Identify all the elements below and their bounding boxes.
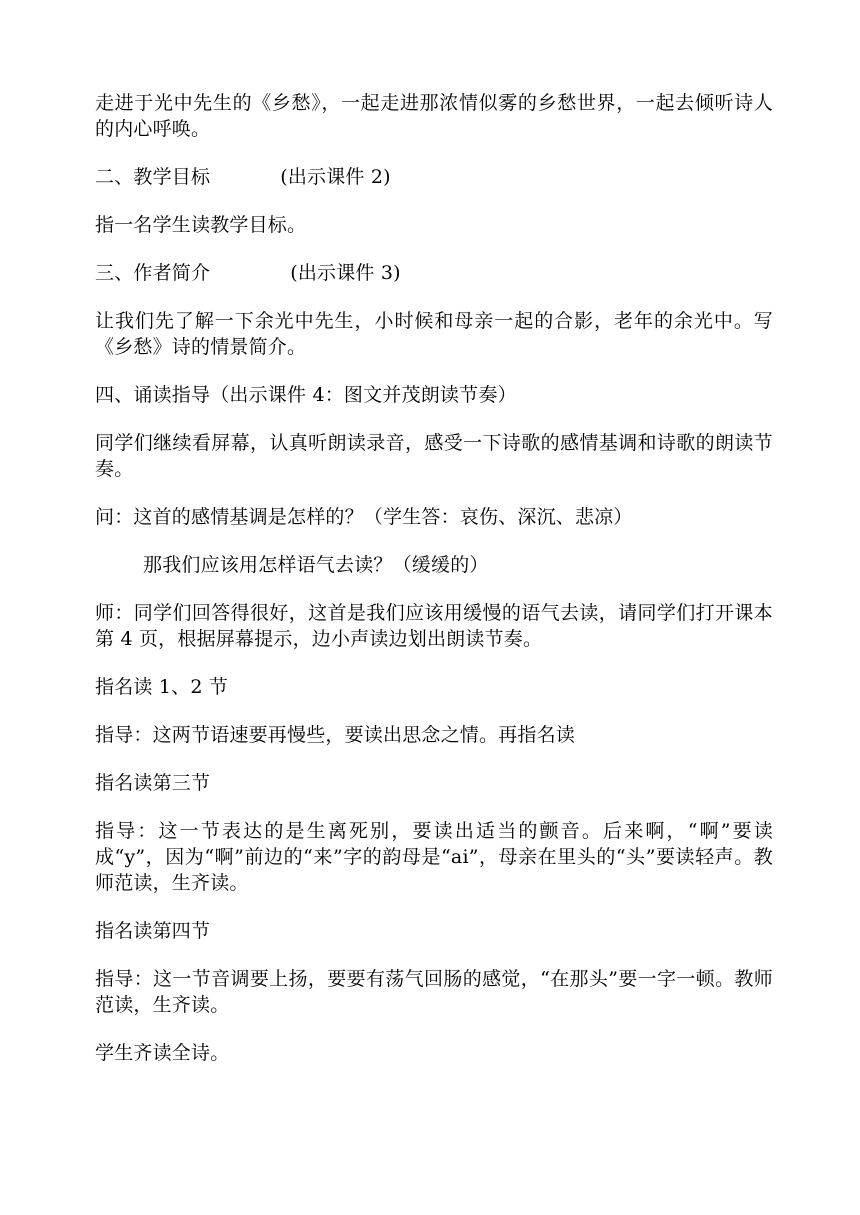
section-title: 三、作者简介 bbox=[95, 262, 211, 284]
objectives-paragraph: 指一名学生读教学目标。 bbox=[95, 214, 307, 236]
section-heading-objectives bbox=[95, 164, 773, 190]
closing-paragraph: 学生齐读全诗。 bbox=[95, 1042, 230, 1064]
reading-paragraph: 同学们继续看屏幕，认真听朗读录音，感受一下诗歌的感情基调和诗歌的朗读节奏。 bbox=[95, 432, 773, 480]
reading-step-2: 指名读第三节 bbox=[95, 772, 211, 794]
courseware-note: (出示课件 3) bbox=[290, 262, 401, 284]
section-title: 二、教学目标 bbox=[95, 166, 211, 188]
author-paragraph: 让我们先了解一下余光中先生，小时候和母亲一起的合影，老年的余光中。写《乡愁》诗的情景简介。 bbox=[95, 310, 773, 358]
section-heading-reading: 四、诵读指导（出示课件 4：图文并茂朗读节奏） bbox=[95, 384, 517, 406]
reading-step-3: 指名读第四节 bbox=[95, 920, 211, 942]
question-paragraph: 问：这首的感情基调是怎样的？（学生答：哀伤、深沉、悲凉） bbox=[95, 506, 633, 528]
teacher-paragraph: 师：同学们回答得很好，这首是我们应该用缓慢的语气去读，请同学们打开课本第 4 页，根据屏幕提示，边小声读边划出朗读节奏。 bbox=[95, 602, 773, 650]
followup-question-paragraph: 那我们应该用怎样语气去读？（缓缓的） bbox=[143, 554, 489, 576]
guidance-2: 指导：这一节表达的是生离死别，要读出适当的颤音。后来啊，“啊”要读成“y”，因为“啊”前边的“来”字的韵母是“ai”，母亲在里头的“头”要读轻声。教师范读，生齐读。 bbox=[95, 820, 773, 894]
intro-paragraph: 走进于光中先生的《乡愁》，一起走进那浓情似雾的乡愁世界，一起去倾听诗人的内心呼唤。 bbox=[95, 92, 773, 140]
section-heading-author bbox=[95, 260, 773, 286]
courseware-note: (出示课件 2) bbox=[280, 166, 391, 188]
document-body bbox=[95, 90, 773, 1088]
guidance-3: 指导：这一节音调要上扬，要要有荡气回肠的感觉，“在那头”要一字一顿。教师范读，生齐读。 bbox=[95, 968, 773, 1016]
reading-step-1: 指名读 1、2 节 bbox=[95, 676, 229, 698]
guidance-1: 指导：这两节语速要再慢些，要读出思念之情。再指名读 bbox=[95, 724, 576, 746]
